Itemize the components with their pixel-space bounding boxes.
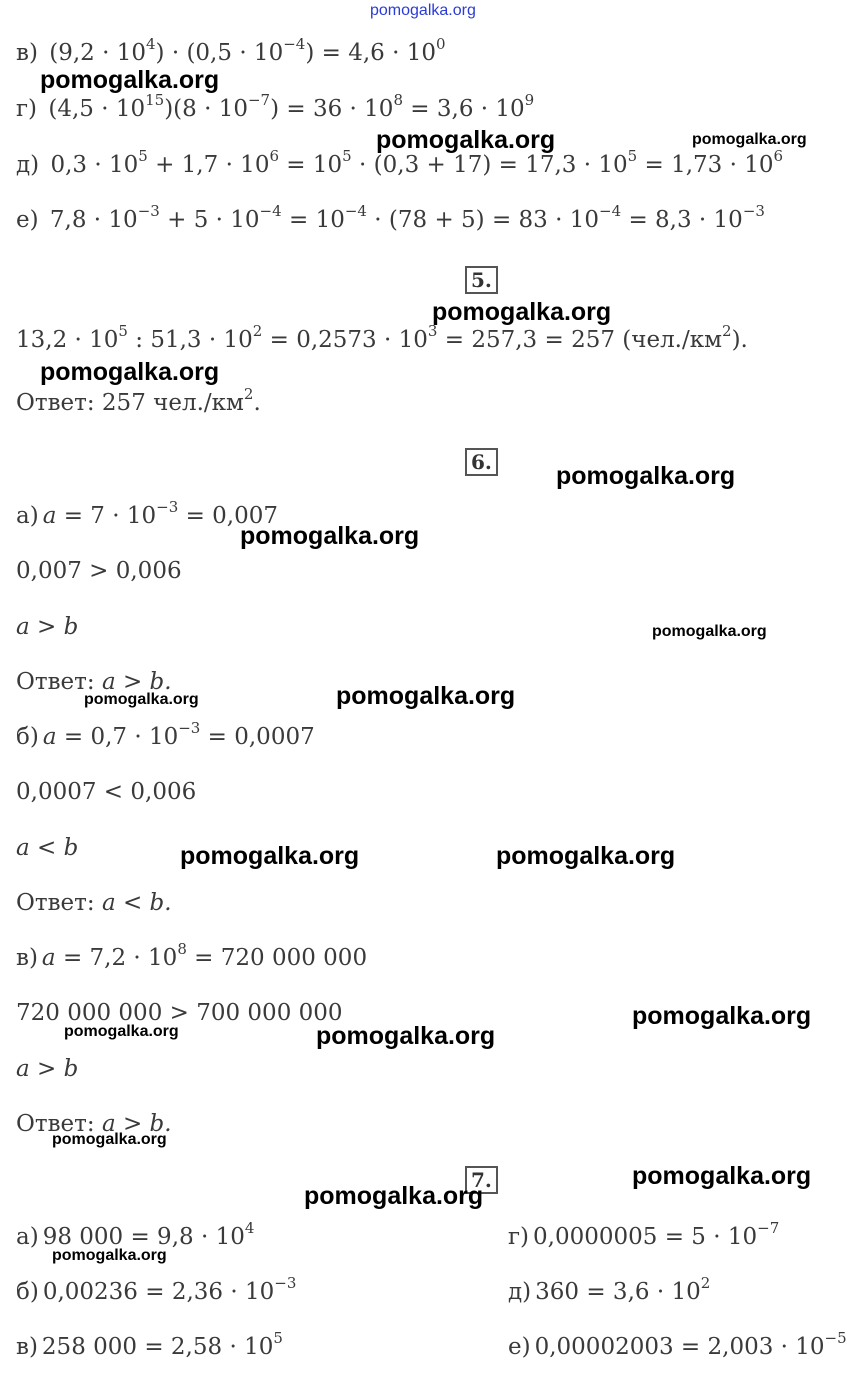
task7-item-e: е) $0,00002003 = 2,003 \cdot 10^{-5}$ bbox=[508, 1329, 847, 1360]
task6-b-relation: a < b bbox=[16, 835, 79, 861]
task5-answer: Ответ: 257 $чел./км^2$. bbox=[16, 385, 261, 416]
watermark[interactable]: pomogalka.org bbox=[652, 623, 767, 640]
watermark[interactable]: pomogalka.org bbox=[84, 691, 199, 708]
watermark[interactable]: pomogalka.org bbox=[316, 1022, 496, 1050]
task4-item-v: в) $(9,2 \cdot 10^4) \cdot (0,5 \cdot 10^{-4}) = 4,6 \cdot 10^0$ bbox=[16, 35, 446, 66]
task7-number: 7. bbox=[465, 1166, 498, 1194]
task7-item-b: б) $0,00236 = 2,36 \cdot 10^{-3}$ bbox=[16, 1274, 297, 1305]
task5-equation: $13,2 \cdot 10^5$ : $51,3 \cdot 10^2 = 0,2573 \cdot 10^3 = 257,3 = 257$ $(чел./км^2)$. bbox=[16, 322, 748, 353]
watermark[interactable]: pomogalka.org bbox=[304, 1182, 484, 1210]
task7-item-v: в) 258 $000 = 2,58 \cdot 10^5$ bbox=[16, 1329, 283, 1360]
task5-number: 5. bbox=[465, 266, 498, 294]
task7-item-a: а) 98 $000 = 9,8 \cdot 10^4$ bbox=[16, 1219, 255, 1250]
task4-item-d: д) $0,3 \cdot 10^5 + 1,7 \cdot 10^6 = 10^5 \cdot (0,3 + 17) = 17,3 \cdot 10^5 = 1,73 \cdot 10^6$ bbox=[16, 147, 784, 178]
task6-v-comparison: 720 000 000 > 700 000 000 bbox=[16, 1000, 343, 1026]
watermark[interactable]: pomogalka.org bbox=[556, 462, 736, 490]
watermark[interactable]: pomogalka.org bbox=[180, 842, 360, 870]
task4-item-e: е) $7,8 \cdot 10^{-3} + 5 \cdot 10^{-4} = 10^{-4} \cdot (78 + 5) = 83 \cdot 10^{-4} = 8,3 \cdot 10^{-3}$ bbox=[16, 202, 765, 233]
task4-v-expression: $(9,2 \cdot 10^4) \cdot (0,5 \cdot 10^{-4}) = 4,6 \cdot 10^0$ bbox=[49, 35, 446, 66]
watermark[interactable]: pomogalka.org bbox=[496, 842, 676, 870]
task7-item-g: г) $0,0000005 = 5 \cdot 10^{-7}$ bbox=[508, 1219, 780, 1250]
task7-item-d: д) $360 = 3,6 \cdot 10^2$ bbox=[508, 1274, 711, 1305]
task6-a-comparison: 0,007 > 0,006 bbox=[16, 558, 182, 584]
task6-v-relation: a > b bbox=[16, 1056, 79, 1082]
watermark[interactable]: pomogalka.org bbox=[64, 1023, 179, 1040]
watermark[interactable]: pomogalka.org bbox=[40, 66, 220, 94]
task6-v-equation: в) $a = 7,2 \cdot 10^8 = 720$ 000 000 bbox=[16, 940, 368, 971]
header-watermark[interactable]: pomogalka.org bbox=[370, 2, 476, 19]
watermark[interactable]: pomogalka.org bbox=[40, 358, 220, 386]
watermark[interactable]: pomogalka.org bbox=[336, 682, 516, 710]
watermark[interactable]: pomogalka.org bbox=[240, 522, 420, 550]
task6-a-answer: Ответ: a > b. bbox=[16, 669, 172, 695]
task6-b-equation: б) $a = 0,7 \cdot 10^{-3} = 0,0007$ bbox=[16, 719, 315, 750]
task6-a-relation: a > b bbox=[16, 614, 79, 640]
task6-number: 6. bbox=[465, 448, 498, 476]
watermark[interactable]: pomogalka.org bbox=[632, 1002, 812, 1030]
watermark[interactable]: pomogalka.org bbox=[692, 131, 807, 148]
task6-b-comparison: 0,0007 < 0,006 bbox=[16, 779, 197, 805]
task4-item-g: г) $(4,5 \cdot 10^{15})(8 \cdot 10^{-7}) = 36 \cdot 10^8 = 3,6 \cdot 10^9$ bbox=[16, 91, 535, 122]
watermark[interactable]: pomogalka.org bbox=[432, 298, 612, 326]
watermark[interactable]: pomogalka.org bbox=[632, 1162, 812, 1190]
task4-g-expression: $(4,5 \cdot 10^{15})(8 \cdot 10^{-7}) = 36 \cdot 10^8 = 3,6 \cdot 10^9$ bbox=[48, 91, 535, 122]
watermark[interactable]: pomogalka.org bbox=[376, 126, 556, 154]
task4-e-expression: $7,8 \cdot 10^{-3} + 5 \cdot 10^{-4} = 10^{-4} \cdot (78 + 5) = 83 \cdot 10^{-4} = 8,3 \cdot 10^{-3}$ bbox=[49, 202, 765, 233]
task6-v-answer: Ответ: a > b. bbox=[16, 1111, 172, 1137]
task6-a-equation: а) $a = 7 \cdot 10^{-3} = 0,007$ bbox=[16, 498, 279, 529]
task4-d-expression: $0,3 \cdot 10^5 + 1,7 \cdot 10^6 = 10^5 \cdot (0,3 + 17) = 17,3 \cdot 10^5 = 1,73 \cdot 10^6$ bbox=[50, 147, 784, 178]
task6-b-answer: Ответ: a < b. bbox=[16, 890, 172, 916]
watermark[interactable]: pomogalka.org bbox=[52, 1247, 167, 1264]
watermark[interactable]: pomogalka.org bbox=[52, 1131, 167, 1148]
